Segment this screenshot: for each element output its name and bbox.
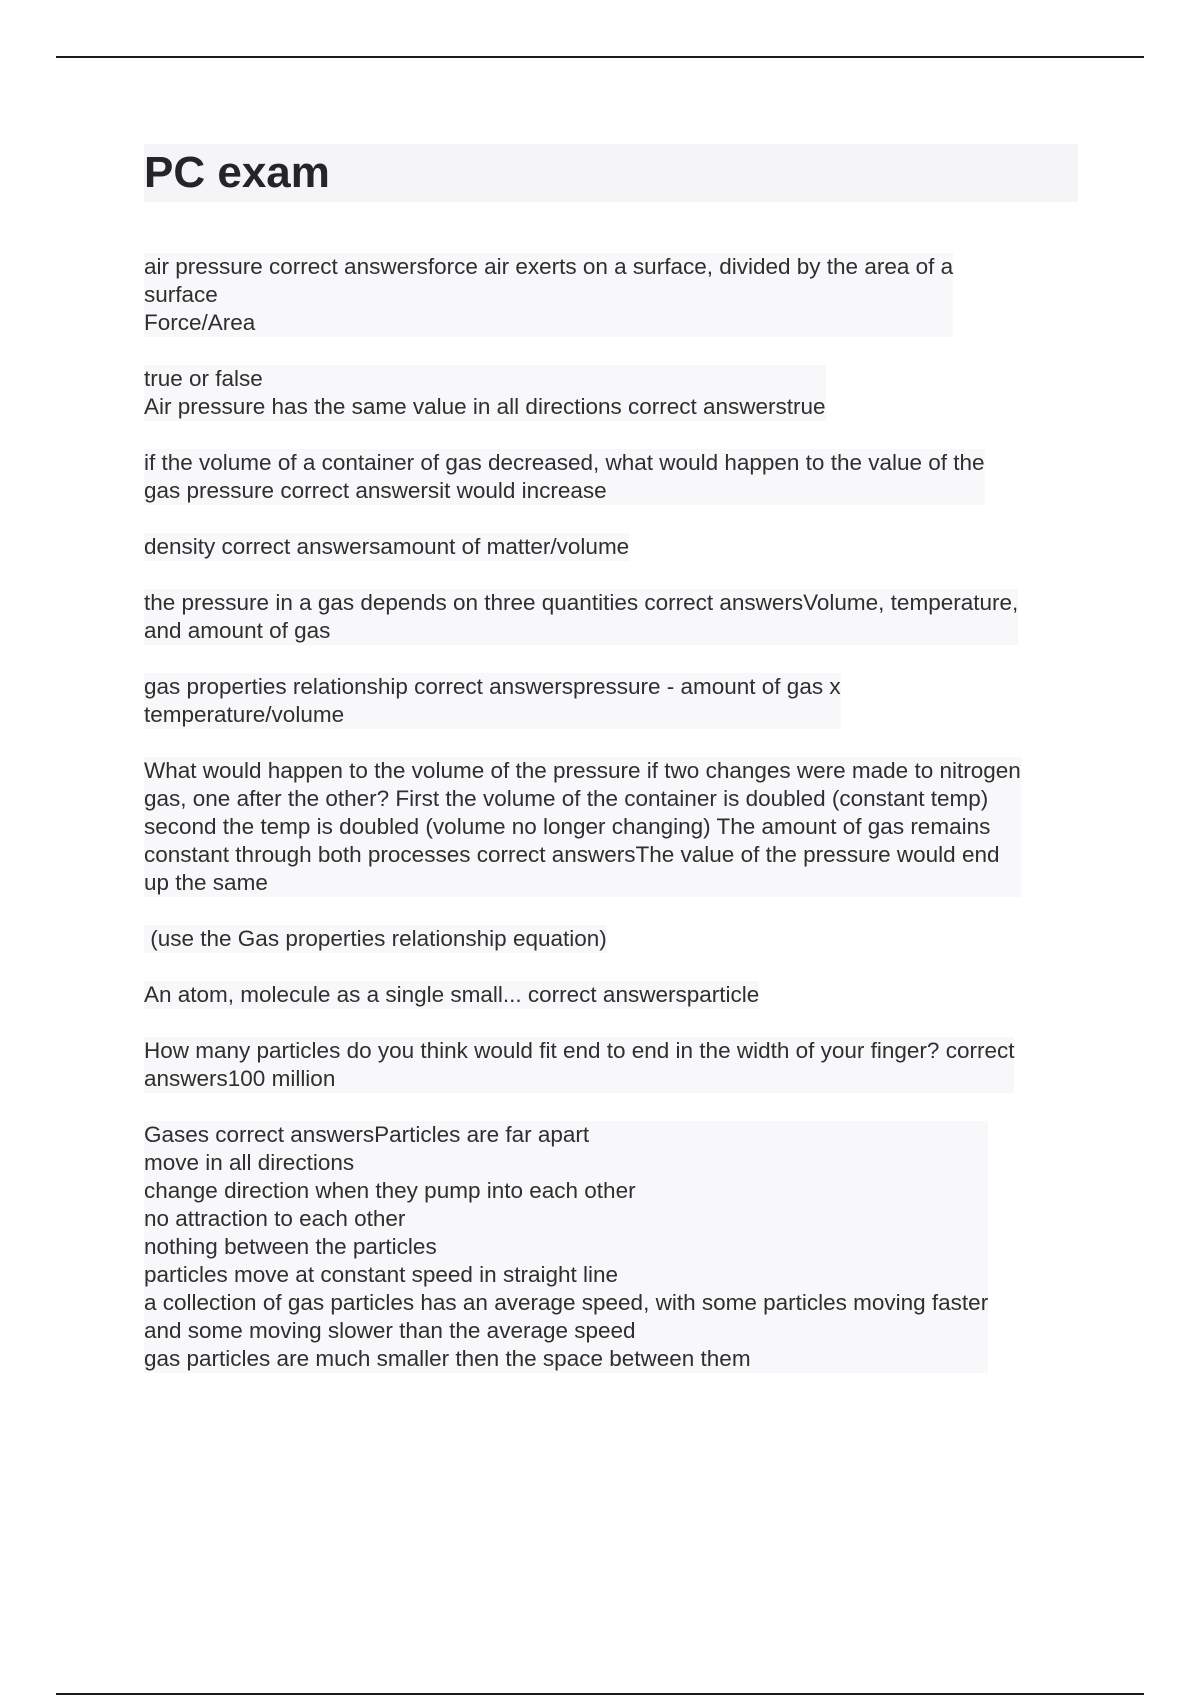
text-line: gas pressure correct answersit would increase (144, 478, 607, 503)
text-line: and some moving slower than the average speed (144, 1318, 636, 1343)
text-line: An atom, molecule as a single small... correct answersparticle (144, 982, 760, 1007)
text-line: if the volume of a container of gas decreased, what would happen to the value of the (144, 450, 985, 475)
document-body (144, 253, 1084, 1401)
qa-block-8 (144, 925, 607, 953)
qa-block-6 (144, 673, 841, 729)
text-line: second the temp is doubled (volume no longer changing) The amount of gas remains (144, 814, 991, 839)
text-line: the pressure in a gas depends on three quantities correct answersVolume, temperature, (144, 590, 1019, 615)
text-line: What would happen to the volume of the pressure if two changes were made to nitrogen (144, 758, 1021, 783)
qa-block-4 (144, 533, 629, 561)
qa-block-5 (144, 589, 1018, 645)
text-line: a collection of gas particles has an average speed, with some particles moving faster (144, 1290, 989, 1315)
qa-block-1 (144, 253, 953, 337)
text-line: surface (144, 282, 218, 307)
text-line: up the same (144, 870, 268, 895)
qa-block-3 (144, 449, 985, 505)
qa-block-10 (144, 1037, 1014, 1093)
qa-block-7 (144, 757, 1021, 897)
text-line: true or false (144, 366, 263, 391)
text-line: nothing between the particles (144, 1234, 437, 1259)
text-line: How many particles do you think would fit end to end in the width of your finger? correct (144, 1038, 1015, 1063)
text-line: constant through both processes correct answersThe value of the pressure would end (144, 842, 1000, 867)
text-line: and amount of gas (144, 618, 331, 643)
text-line: gas particles are much smaller then the space between them (144, 1346, 751, 1371)
qa-block-2 (144, 365, 826, 421)
text-line: density correct answersamount of matter/volume (144, 534, 630, 559)
text-line: particles move at constant speed in straight line (144, 1262, 619, 1287)
text-line: move in all directions (144, 1150, 355, 1175)
qa-block-11 (144, 1121, 988, 1373)
bottom-rule (56, 1693, 1144, 1695)
top-rule (56, 56, 1144, 58)
text-line: gas, one after the other? First the volume of the container is doubled (constant temp) (144, 786, 989, 811)
text-line: answers100 million (144, 1066, 336, 1091)
text-line: Air pressure has the same value in all directions correct answerstrue (144, 394, 826, 419)
text-line: temperature/volume (144, 702, 345, 727)
text-line: no attraction to each other (144, 1206, 406, 1231)
qa-block-9 (144, 981, 759, 1009)
text-line: (use the Gas properties relationship equation) (144, 926, 607, 951)
text-line: gas properties relationship correct answerspressure - amount of gas x (144, 674, 841, 699)
page-title: PC exam (144, 148, 330, 197)
text-line: Gases correct answersParticles are far apart (144, 1122, 590, 1147)
text-line: air pressure correct answersforce air exerts on a surface, divided by the area of a (144, 254, 954, 279)
text-line: Force/Area (144, 310, 256, 335)
text-line: change direction when they pump into each other (144, 1178, 636, 1203)
